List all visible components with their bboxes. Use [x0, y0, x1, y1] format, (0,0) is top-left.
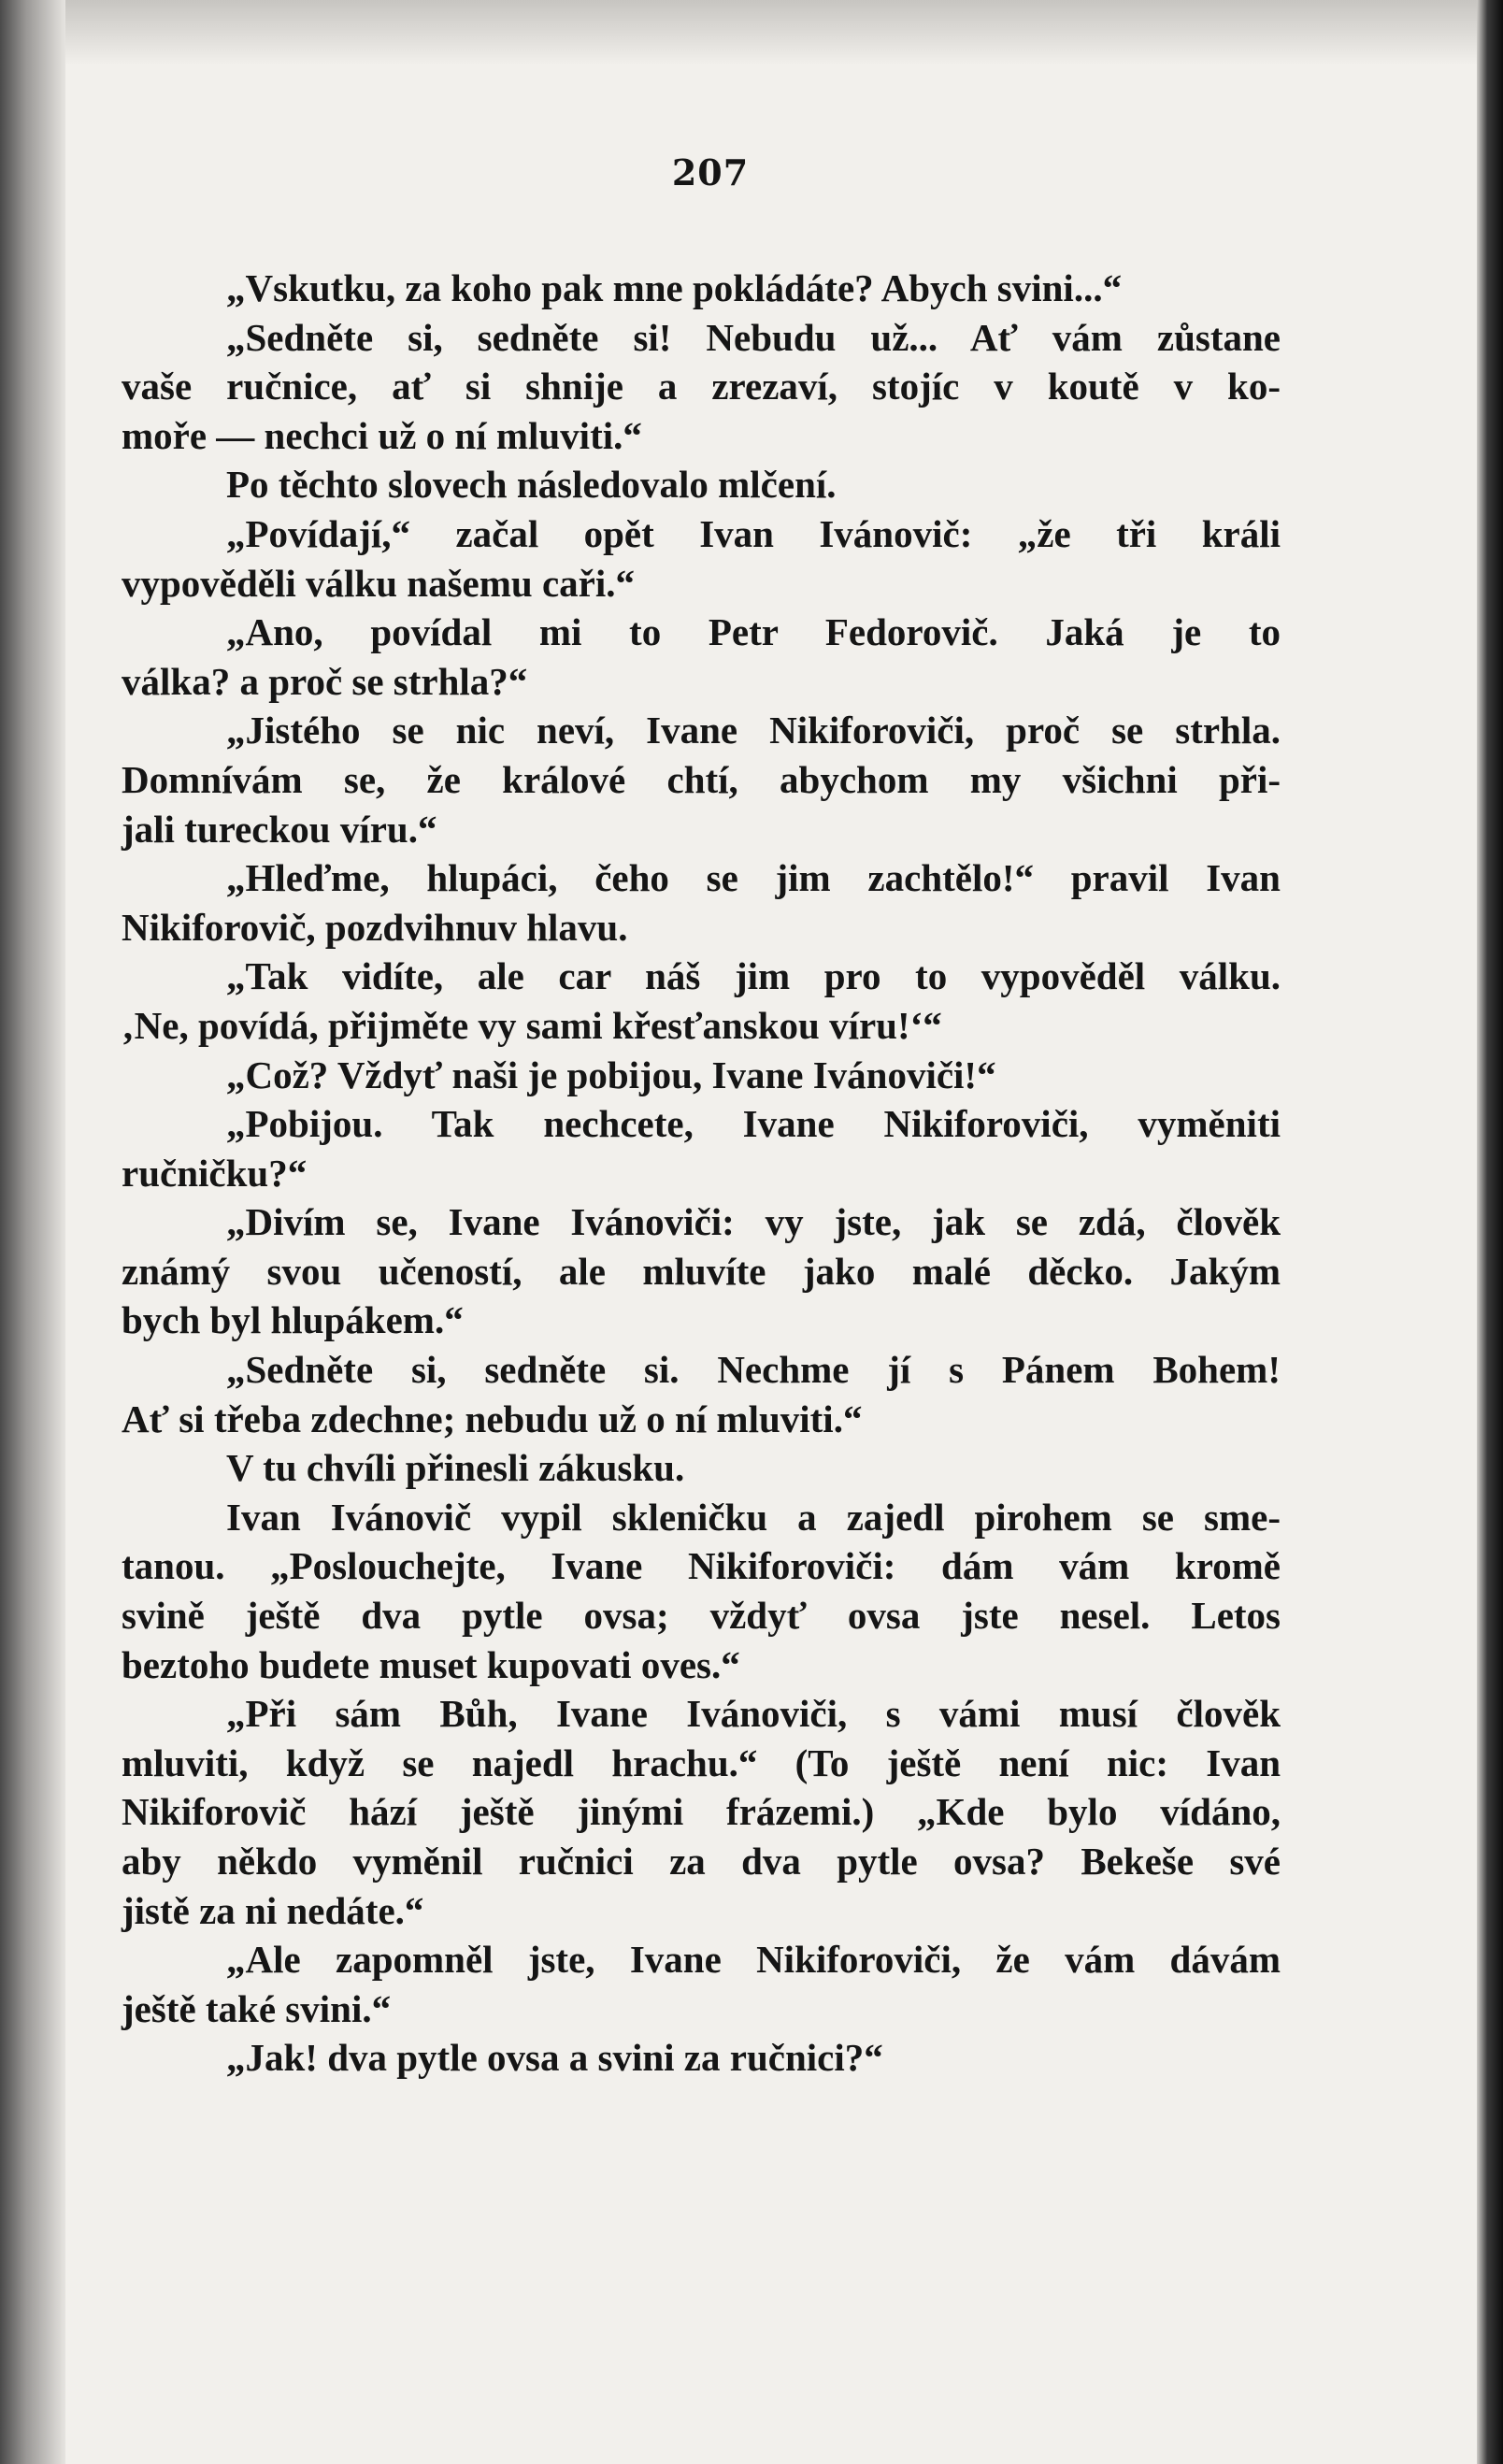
- text-line: „Divím se, Ivane Ivánoviči: vy jste, jak se zdá, člověk: [226, 1200, 1281, 1244]
- text-line: Nikiforovič hází ještě jinými frázemi.) „Kde bylo vídáno,: [122, 1790, 1281, 1834]
- text-line: „Sedněte si, sedněte si. Nechme jí s Pánem Bohem!: [226, 1348, 1281, 1392]
- text-line: tanou. „Poslouchejte, Ivane Nikiforoviči: dám vám kromě: [122, 1544, 1281, 1588]
- text-line: beztoho budete muset kupovati oves.“: [122, 1642, 740, 1686]
- text-line: ručničku?“: [122, 1151, 308, 1195]
- text-line: „Hleďme, hlupáci, čeho se jim zachtělo!“ pravil Ivan: [226, 856, 1281, 900]
- body-text: [122, 264, 1281, 2083]
- text-line: moře — nechci už o ní mluviti.“: [122, 413, 642, 457]
- text-line: Nikiforovič, pozdvihnuv hlavu.: [122, 905, 628, 949]
- text-line: ještě také svini.“: [122, 1986, 392, 2030]
- text-line: „Jistého se nic neví, Ivane Nikiforoviči, proč se strhla.: [226, 709, 1281, 752]
- text-line: „Což? Vždyť naši je pobijou, Ivane Ivánoviči!“: [226, 1053, 996, 1096]
- text-line: vaše ručnice, ať si shnije a zrezaví, stojíc v koutě v ko-: [122, 365, 1281, 408]
- text-line: „Tak vidíte, ale car náš jim pro to vypověděl válku.: [226, 954, 1281, 998]
- text-line: známý svou učeností, ale mluvíte jako malé děcko. Jakým: [122, 1249, 1281, 1293]
- page-number: 207: [671, 151, 750, 193]
- text-line: bych byl hlupákem.“: [122, 1298, 464, 1342]
- text-line: válka? a proč se strhla?“: [122, 659, 528, 703]
- text-line: „Při sám Bůh, Ivane Ivánoviči, s vámi musí člověk: [226, 1692, 1281, 1736]
- text-line: mluviti, když se najedl hrachu.“ (To ještě není nic: Ivan: [122, 1741, 1281, 1784]
- text-line: „Pobijou. Tak nechcete, Ivane Nikiforoviči, vyměniti: [226, 1102, 1281, 1146]
- text-line: svině ještě dva pytle ovsa; vždyť ovsa jste nesel. Letos: [122, 1594, 1281, 1638]
- text-line: „Jak! dva pytle ovsa a svini za ručnici?“: [226, 2036, 883, 2080]
- text-line: Ivan Ivánovič vypil skleničku a zajedl pirohem se sme-: [226, 1495, 1281, 1539]
- binding-shadow: [0, 0, 65, 2464]
- text-line: vypověděli válku našemu caři.“: [122, 561, 635, 605]
- text-line: aby někdo vyměnil ručnici za dva pytle ovsa? Bekeše své: [122, 1840, 1281, 1883]
- text-line: „Povídají,“ začal opět Ivan Ivánovič: „že tři králi: [226, 511, 1281, 555]
- text-line: ‚Ne, povídá, přijměte vy sami křesťanskou víru!‘“: [122, 1003, 942, 1047]
- text-line: Po těchto slovech následovalo mlčení.: [226, 463, 837, 507]
- text-line: Ať si třeba zdechne; nebudu už o ní mluviti.“: [122, 1397, 863, 1440]
- text-line: „Sedněte si, sedněte si! Nebudu už... Ať vám zůstane: [226, 315, 1281, 359]
- text-line: jali tureckou víru.“: [122, 807, 437, 851]
- text-line: „Ano, povídal mi to Petr Fedorovič. Jaká je to: [226, 610, 1281, 654]
- text-line: V tu chvíli přinesli zákusku.: [226, 1446, 685, 1490]
- text-line: „Ale zapomněl jste, Ivane Nikiforoviči, že vám dávám: [226, 1938, 1281, 1982]
- page-top-edge: [0, 0, 1503, 65]
- page-right-edge: [1477, 0, 1503, 2464]
- text-line: jistě za ni nedáte.“: [122, 1888, 424, 1932]
- text-line: Domnívám se, že králové chtí, abychom my všichni při-: [122, 757, 1281, 801]
- text-line: „Vskutku, za koho pak mne pokládáte? Abych svini...“: [226, 266, 1123, 309]
